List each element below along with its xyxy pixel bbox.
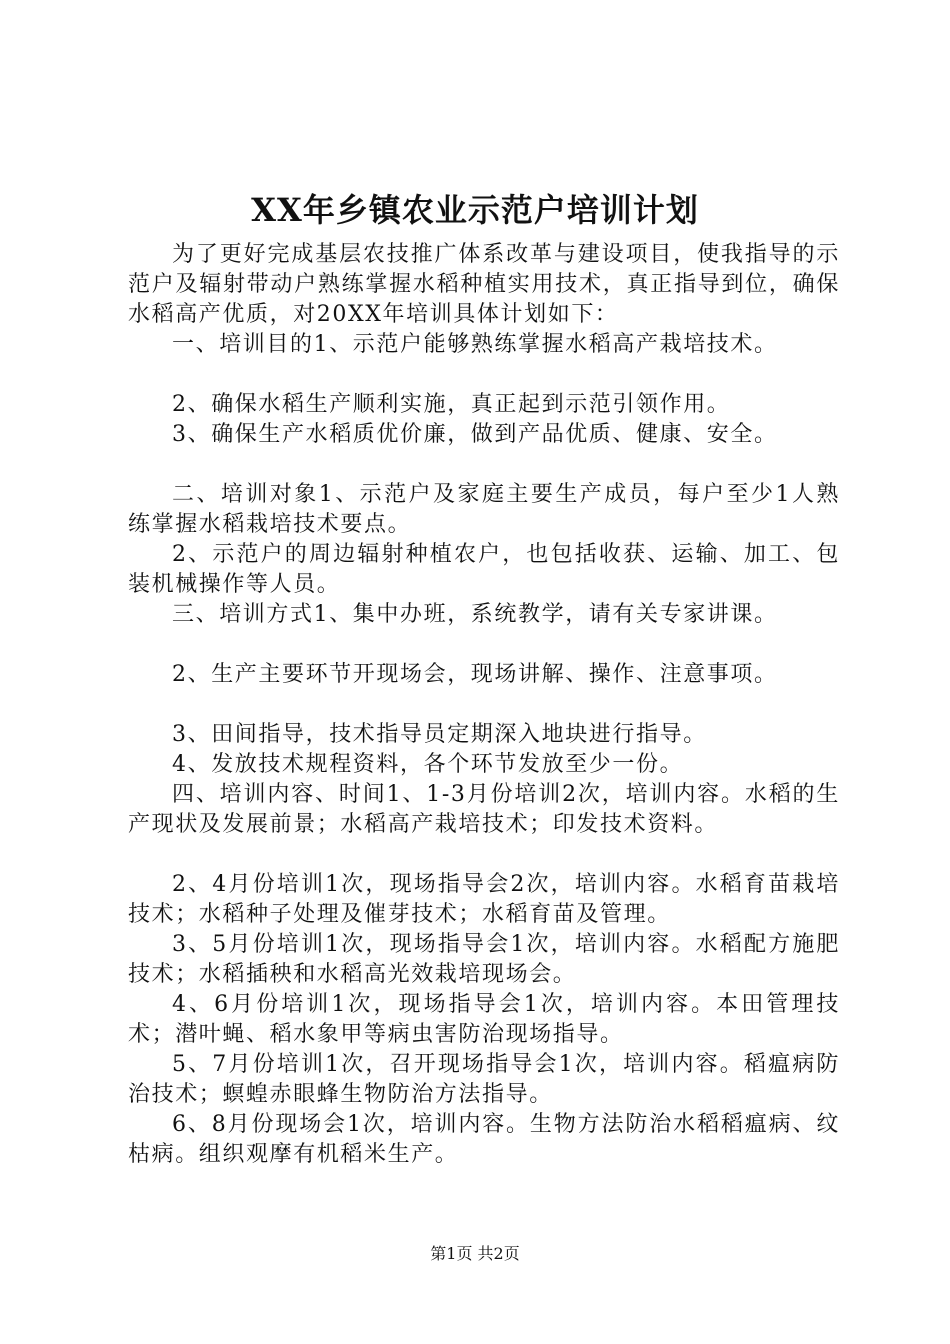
paragraph-method-2: 2、生产主要环节开现场会，现场讲解、操作、注意事项。 — [172, 662, 778, 687]
paragraph-goal-3: 3、确保生产水稻质优价廉，做到产品优质、健康、安全。 — [172, 422, 778, 447]
paragraph-method-1: 三、培训方式1、集中办班，系统教学，请有关专家讲课。 — [172, 602, 778, 627]
paragraph-content-6: 6、8月份现场会1次，培训内容。生物方法防治水稻稻瘟病、纹枯病。组织观摩有机稻米生产。 — [128, 1112, 840, 1167]
paragraph-target-2: 2、示范户的周边辐射种植农户，也包括收获、运输、加工、包装机械操作等人员。 — [128, 542, 840, 597]
paragraph-content-1: 四、培训内容、时间1、1-3月份培训2次，培训内容。水稻的生产现状及发展前景；水稻高产栽培技术；印发技术资料。 — [128, 782, 840, 837]
paragraph-content-5: 5、7月份培训1次，召开现场指导会1次，培训内容。稻瘟病防治技术；螟蝗赤眼蜂生物防治方法指导。 — [128, 1052, 840, 1107]
document-body — [128, 240, 840, 1170]
paragraph-content-2: 2、4月份培训1次，现场指导会2次，培训内容。水稻育苗栽培技术；水稻种子处理及催芽技术；水稻育苗及管理。 — [128, 872, 840, 927]
paragraph-content-4: 4、6月份培训1次，现场指导会1次，培训内容。本田管理技术；潜叶蝇、稻水象甲等病虫害防治现场指导。 — [128, 992, 840, 1047]
paragraph-content-3: 3、5月份培训1次，现场指导会1次，培训内容。水稻配方施肥技术；水稻插秧和水稻高光效栽培现场会。 — [128, 932, 840, 987]
paragraph-method-4: 4、发放技术规程资料，各个环节发放至少一份。 — [172, 752, 684, 777]
paragraph-goal-1: 一、培训目的1、示范户能够熟练掌握水稻高产栽培技术。 — [172, 332, 778, 357]
document-title: XX年乡镇农业示范户培训计划 — [251, 191, 699, 229]
page-number: 第1页 共2页 — [430, 1244, 520, 1263]
paragraph-method-3: 3、田间指导，技术指导员定期深入地块进行指导。 — [172, 722, 707, 747]
paragraph-intro: 为了更好完成基层农技推广体系改革与建设项目，使我指导的示范户及辐射带动户熟练掌握水稻种植实用技术，真正指导到位，确保水稻高产优质，对20XX年培训具体计划如下： — [128, 242, 840, 327]
paragraph-target-1: 二、培训对象1、示范户及家庭主要生产成员，每户至少1人熟练掌握水稻栽培技术要点。 — [128, 482, 840, 537]
paragraph-goal-2: 2、确保水稻生产顺利实施，真正起到示范引领作用。 — [172, 392, 731, 417]
